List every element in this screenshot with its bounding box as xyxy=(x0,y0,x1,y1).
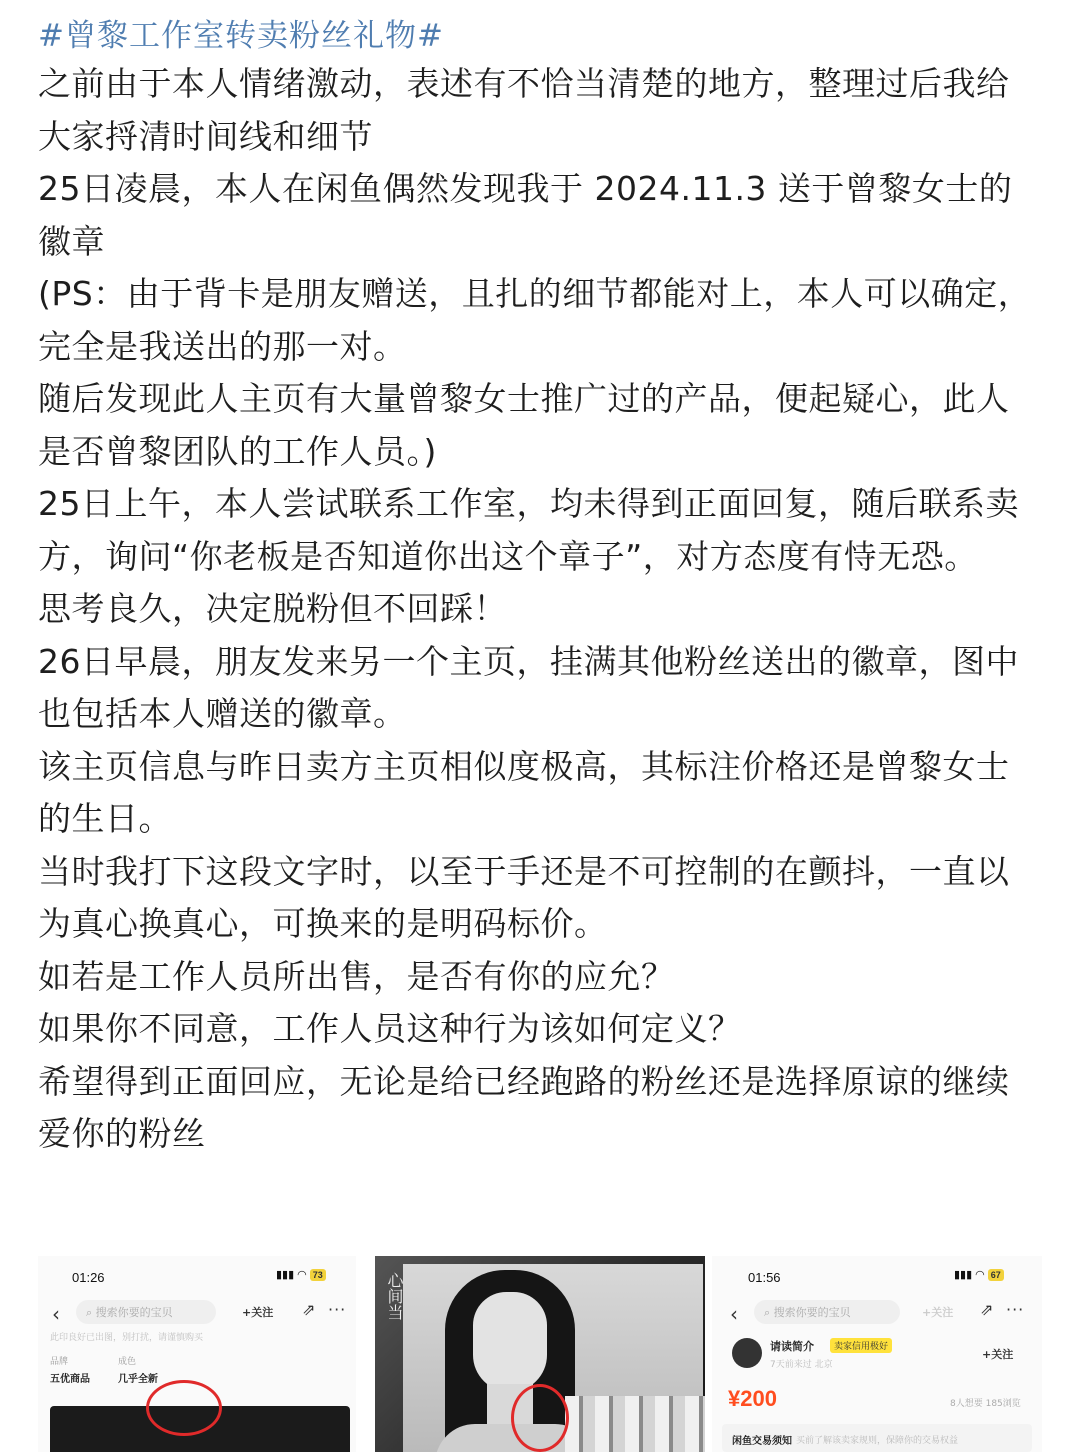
post-image-grid xyxy=(0,1230,1080,1452)
status-icons xyxy=(276,1268,326,1281)
follow-button: +关注 xyxy=(242,1306,274,1319)
post-paragraph: 25日凌晨，本人在闲鱼偶然发现我于 2024.11.3 送于曾黎女士的徽章 xyxy=(38,169,1013,261)
red-highlight-circle xyxy=(146,1380,222,1436)
search-placeholder: 搜索你要的宝贝 xyxy=(95,1306,173,1319)
post-paragraph: 思考良久，决定脱粉但不回踩！ xyxy=(38,589,507,628)
badges xyxy=(565,1396,705,1452)
post-paragraph: 希望得到正面回应，无论是给已经跑路的粉丝还是选择原谅的继续爱你的粉丝 xyxy=(38,1061,1010,1153)
seller-meta: 7天前来过 北京 xyxy=(770,1360,833,1370)
search-input: ⌕ 搜索你要的宝贝 xyxy=(754,1300,900,1324)
status-time: 01:56 xyxy=(748,1270,781,1285)
post-paragraph: 如若是工作人员所出售，是否有你的应允？ xyxy=(38,956,675,996)
post-paragraph: 25日上午，本人尝试联系工作室，均未得到正面回复，随后联系卖方，询问“你老板是否知道你出这个章子”，对方态度有恃无恐。 xyxy=(38,484,1019,576)
post-body xyxy=(38,58,1038,1161)
post-image-screenshot-1[interactable] xyxy=(38,1256,356,1452)
wifi-icon: ◠ xyxy=(297,1269,307,1281)
credit-badge: 卖家信用极好 xyxy=(830,1338,892,1353)
battery-icon: 73 xyxy=(310,1269,326,1281)
more-icon: ··· xyxy=(1006,1300,1025,1319)
condition-label: 成色 xyxy=(118,1357,137,1367)
post-paragraph: 该主页信息与昨日卖方主页相似度极高，其标注价格还是曾黎女士的生日。 xyxy=(38,746,1010,838)
more-icon: ··· xyxy=(328,1300,347,1319)
photo-card-text: 心间当 xyxy=(385,1272,404,1320)
search-input: ⌕ 搜索你要的宝贝 xyxy=(76,1300,216,1324)
trade-notice-text: 买前了解该卖家规则，保障你的交易权益 xyxy=(796,1436,959,1446)
brand-value: 五优商品 xyxy=(50,1374,90,1385)
post-image-screenshot-2[interactable] xyxy=(712,1256,1042,1452)
condition-value: 几乎全新 xyxy=(118,1374,158,1385)
follow-button: +关注 xyxy=(982,1348,1014,1361)
topic-hashtag-link[interactable]: #曾黎工作室转卖粉丝礼物# xyxy=(38,18,444,54)
signal-icon: ▮▮▮ xyxy=(276,1269,295,1281)
battery-icon: 67 xyxy=(988,1269,1004,1281)
share-icon: ⇗ xyxy=(302,1300,316,1319)
post-paragraph: 当时我打下这段文字时，以至于手还是不可控制的在颤抖，一直以为真心换真心，可换来的是明码标价。 xyxy=(38,851,1010,943)
post-paragraph: 随后发现此人主页有大量曾黎女士推广过的产品，便起疑心，此人是否曾黎团队的工作人员。) xyxy=(38,379,1010,471)
back-icon: ‹ xyxy=(52,1302,60,1326)
avatar xyxy=(732,1338,762,1368)
signal-icon: ▮▮▮ xyxy=(954,1269,973,1281)
post-paragraph: 如果你不同意，工作人员这种行为该如何定义？ xyxy=(38,1009,742,1048)
listing-description: 此印良好已出图，别打扰，请谨慎购买 xyxy=(50,1333,204,1343)
post-paragraph: 之前由于本人情绪激动，表述有不恰当清楚的地方，整理过后我给大家捋清时间线和细节 xyxy=(38,64,1010,156)
wifi-icon: ◠ xyxy=(975,1269,985,1281)
view-count: 8人想要 185浏览 xyxy=(950,1399,1021,1409)
portrait-face xyxy=(473,1292,547,1392)
status-time: 01:26 xyxy=(72,1270,105,1285)
follow-button-top: +关注 xyxy=(922,1306,954,1319)
share-icon: ⇗ xyxy=(980,1300,994,1319)
brand-label: 品牌 xyxy=(50,1357,69,1367)
search-placeholder: 搜索你要的宝贝 xyxy=(773,1306,851,1319)
red-highlight-circle xyxy=(511,1384,569,1452)
post-paragraph: 26日早晨，朋友发来另一个主页，挂满其他粉丝送出的徽章，图中也包括本人赠送的徽章。 xyxy=(38,641,1019,733)
seller-name: 请读简介 xyxy=(770,1340,814,1353)
back-icon: ‹ xyxy=(730,1302,738,1326)
post-paragraph: (PS：由于背卡是朋友赠送，且扎的细节都能对上，本人可以确定，完全是我送出的那一对。 xyxy=(38,274,1032,366)
price: ¥200 xyxy=(728,1386,777,1411)
status-icons xyxy=(954,1268,1004,1281)
trade-notice-title: 闲鱼交易须知 xyxy=(732,1436,792,1447)
post-image-photo[interactable] xyxy=(375,1256,705,1452)
